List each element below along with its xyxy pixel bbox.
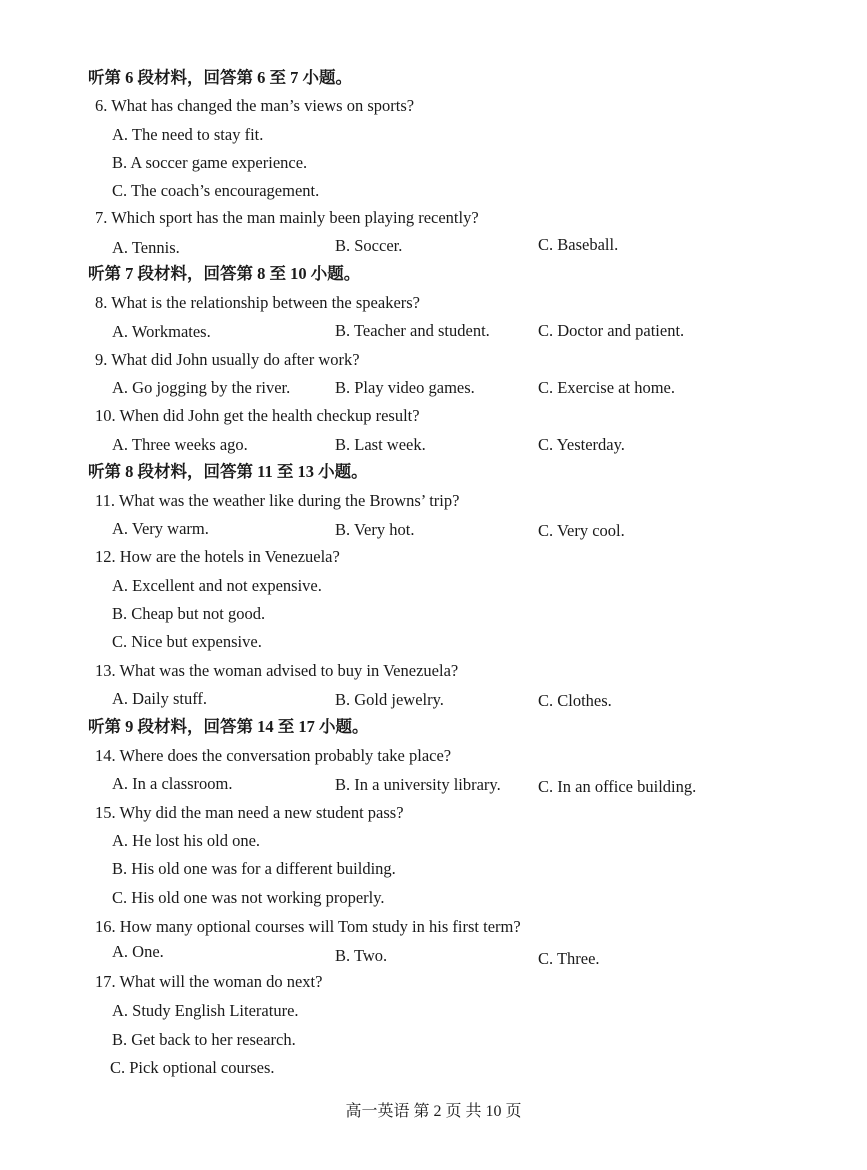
question-14-option-a: A. In a classroom. [112,774,233,793]
question-15-option-c: C. His old one was not working properly. [112,888,385,907]
question-13-option-b: B. Gold jewelry. [335,690,444,709]
question-11-option-b: B. Very hot. [335,520,415,539]
question-7-option-a: A. Tennis. [112,238,180,257]
question-10-option-c: C. Yesterday. [538,435,625,454]
question-11-option-a: A. Very warm. [112,519,209,538]
question-8-option-b: B. Teacher and student. [335,321,490,340]
question-14-option-b: B. In a university library. [335,775,501,794]
question-16-option-c: C. Three. [538,949,600,968]
question-13-option-a: A. Daily stuff. [112,689,208,708]
question-11: 11. What was the weather like during the Browns’ trip? [95,491,460,510]
question-6-option-a: A. The need to stay fit. [112,125,264,144]
question-17: 17. What will the woman do next? [95,972,323,991]
question-15-option-b: B. His old one was for a different building. [112,859,396,878]
question-13: 13. What was the woman advised to buy in Venezuela? [95,661,459,680]
question-16-option-a: A. One. [112,942,164,961]
question-10: 10. When did John get the health checkup result? [95,406,420,425]
question-12-option-c: C. Nice but expensive. [112,632,262,651]
question-12-option-a: A. Excellent and not expensive. [112,576,322,595]
question-12: 12. How are the hotels in Venezuela? [95,547,340,566]
question-9-option-c: C. Exercise at home. [538,378,675,397]
page-footer: 高一英语 第 2 页 共 10 页 [345,1103,522,1120]
question-13-option-c: C. Clothes. [538,691,612,710]
question-8-option-c: C. Doctor and patient. [538,321,685,340]
question-15: 15. Why did the man need a new student pass? [95,803,404,822]
section-heading-7: 听第 7 段材料，回答第 8 至 10 小题。 [88,264,361,283]
question-11-option-c: C. Very cool. [538,521,625,540]
question-9: 9. What did John usually do after work? [95,350,360,369]
question-6: 6. What has changed the man’s views on sports? [95,96,415,115]
section-heading-8: 听第 8 段材料，回答第 11 至 13 小题。 [88,462,368,481]
question-7: 7. Which sport has the man mainly been playing recently? [95,208,479,227]
question-9-option-a: A. Go jogging by the river. [112,378,291,397]
question-14-option-c: C. In an office building. [538,777,697,796]
question-16-option-b: B. Two. [335,946,388,965]
question-9-option-b: B. Play video games. [335,378,475,397]
question-16: 16. How many optional courses will Tom study in his first term? [95,917,521,936]
question-10-option-b: B. Last week. [335,435,426,454]
question-8: 8. What is the relationship between the speakers? [95,293,421,312]
question-14: 14. Where does the conversation probably take place? [95,746,452,765]
question-17-option-c: C. Pick optional courses. [110,1058,275,1077]
section-heading-6: 听第 6 段材料，回答第 6 至 7 小题。 [88,68,352,87]
question-6-option-b: B. A soccer game experience. [112,153,308,172]
question-15-option-a: A. He lost his old one. [112,831,261,850]
question-8-option-a: A. Workmates. [112,322,211,341]
question-12-option-b: B. Cheap but not good. [112,604,266,623]
question-10-option-a: A. Three weeks ago. [112,435,248,454]
question-17-option-a: A. Study English Literature. [112,1001,299,1020]
question-17-option-b: B. Get back to her research. [112,1030,296,1049]
section-heading-9: 听第 9 段材料，回答第 14 至 17 小题。 [88,717,369,736]
question-7-option-c: C. Baseball. [538,235,619,254]
question-6-option-c: C. The coach’s encouragement. [112,181,320,200]
question-7-option-b: B. Soccer. [335,236,403,255]
